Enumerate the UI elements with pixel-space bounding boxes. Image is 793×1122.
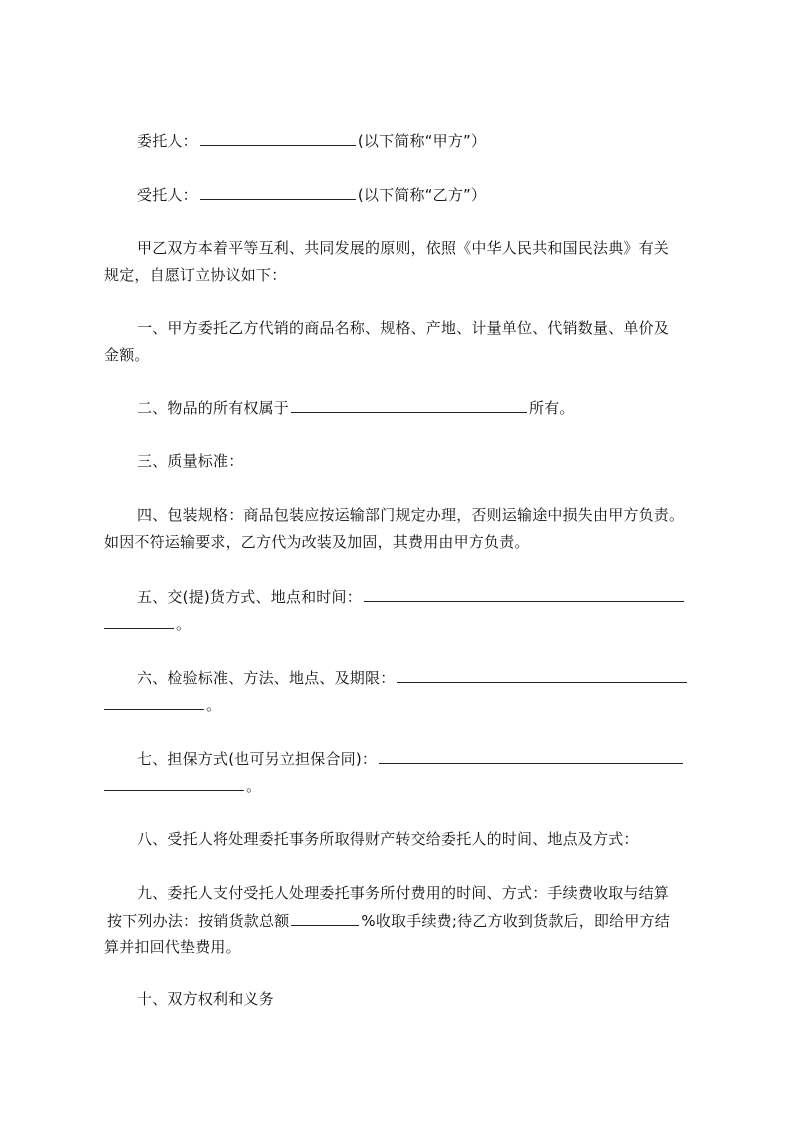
item8-line: 八、受托人将处理委托事务所取得财产转交给委托人的时间、地点及方式： <box>137 830 639 848</box>
item1-line-2: 金额。 <box>104 346 150 364</box>
agent-label: 受托人： <box>137 186 198 204</box>
item9-line-2 <box>107 911 707 930</box>
guarantee-blank-2[interactable] <box>104 776 244 791</box>
item7-line-2 <box>104 776 704 795</box>
item10-line: 十、双方权利和义务 <box>137 990 274 1008</box>
item9-line-1: 九、委托人支付受托人处理委托事务所付费用的时间、方式：手续费收取与结算 <box>137 884 670 902</box>
item6-line-2 <box>104 695 704 714</box>
agent-abbrev: (以下简称“乙方”） <box>357 186 487 204</box>
item1-line-1: 一、甲方委托乙方代销的商品名称、规格、产地、计量单位、代销数量、单价及 <box>137 319 670 337</box>
delivery-blank-1[interactable] <box>364 587 684 602</box>
principal-name-blank[interactable] <box>200 131 356 146</box>
item7-line-1 <box>137 749 737 768</box>
agent-name-blank[interactable] <box>200 185 356 200</box>
item2-line <box>137 398 737 417</box>
principal-line <box>137 131 737 150</box>
principal-label: 委托人： <box>137 132 198 150</box>
item7-prefix: 七、担保方式(也可另立担保合同)： <box>137 750 378 768</box>
ownership-blank[interactable] <box>291 398 527 413</box>
item5-prefix: 五、交(提)货方式、地点和时间： <box>137 588 362 606</box>
item5-line-2 <box>104 614 704 633</box>
item9-line2-prefix: 按下列办法：按销货款总额 <box>107 912 290 930</box>
item7-suffix: 。 <box>246 777 262 795</box>
item2-prefix: 二、物品的所有权属于 <box>137 399 290 417</box>
item4-line-2: 如因不符运输要求，乙方代为改装及加固，其费用由甲方负责。 <box>104 533 530 551</box>
inspection-blank-2[interactable] <box>104 695 204 710</box>
delivery-blank-2[interactable] <box>104 614 174 629</box>
item2-suffix: 所有。 <box>529 399 575 417</box>
item3-line: 三、质量标准： <box>137 452 244 470</box>
inspection-blank-1[interactable] <box>397 668 687 683</box>
intro-line-1: 甲乙双方本着平等互利、共同发展的原则，依照《中华人民共和国民法典》有关 <box>137 239 670 257</box>
item9-line-3: 算并扣回代垫费用。 <box>104 938 241 956</box>
item6-prefix: 六、检验标准、方法、地点、及期限： <box>137 669 396 687</box>
item5-line-1 <box>137 587 737 606</box>
item4-line-1: 四、包装规格：商品包装应按运输部门规定办理，否则运输途中损失由甲方负责。 <box>137 506 685 524</box>
item6-line-1 <box>137 668 737 687</box>
principal-abbrev: (以下简称“甲方”） <box>357 132 487 150</box>
intro-line-2: 规定，自愿订立协议如下： <box>104 266 287 284</box>
item9-line2-suffix: %收取手续费;待乙方收到货款后，即给甲方结 <box>361 912 670 930</box>
agent-line <box>137 185 737 204</box>
item6-suffix: 。 <box>206 696 222 714</box>
guarantee-blank-1[interactable] <box>379 749 683 764</box>
fee-percent-blank[interactable] <box>291 911 359 926</box>
item5-suffix: 。 <box>176 615 192 633</box>
